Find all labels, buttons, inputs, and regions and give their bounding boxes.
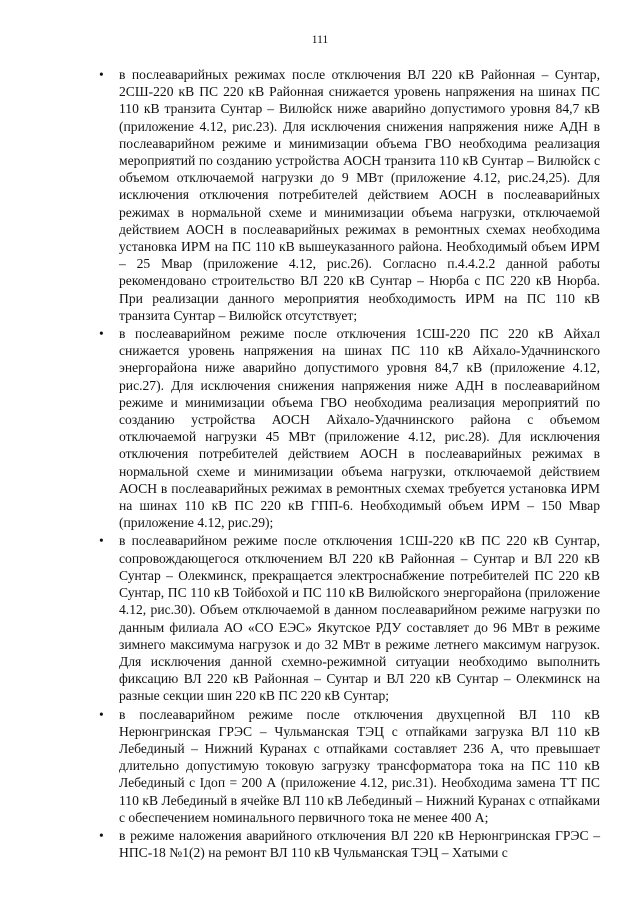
list-item bbox=[0, 827, 640, 861]
bullet-icon: • bbox=[99, 67, 104, 82]
page-number: 111 bbox=[311, 34, 329, 46]
list-item bbox=[0, 706, 640, 826]
bullet-icon: • bbox=[99, 827, 104, 843]
requirements-list bbox=[0, 66, 640, 862]
list-item-text: в послеаварийных режимах после отключения ВЛ 220 кВ Районная – Сунтар, 2СШ-220 кВ ПС 220 кВ Районная снижается уровень напряжения на шинах ПС 110 кВ транзита Сунтар – Вилюйск ниже аварийно допустимого уровня 84,7 кВ (приложение 4.12, рис.23). Для исключения снижения напряжения ниже АДН в послеаварийном режиме и минимизации объема ГВО необходима реализация мероприятий по созданию устройства АОСН транзита 110 кВ Сунтар – Вилюйск с объемом отключаемой нагрузки до 9 МВт (приложение 4.12, рис.24,25). Для исключения отключения потребителей действием АОСН в послеаварийных режимах в нормальной схеме и минимизации объема нагрузки, отключаемой действием АОСН в послеаварийных режимах в ремонтных схемах необходима установка ИРМ на ПС 110 кВ вышеуказанного района. Необходимый объем ИРМ – 25 Мвар (приложение 4.12, рис.26). Согласно п.4.4.2.2 данной работы рекомендовано строительство ВЛ 220 кВ Сунтар – Нюрба с ПС 220 кВ Нюрба. При реализации данного мероприятия необходимость ИРМ на ПС 110 кВ транзита Сунтар – Вилюйск отсутствует; bbox=[119, 67, 600, 323]
list-item bbox=[0, 325, 640, 531]
list-item bbox=[0, 66, 640, 324]
list-item-text: в режиме наложения аварийного отключения ВЛ 220 кВ Нерюнгринская ГРЭС – НПС-18 №1(2) на ремонт ВЛ 110 кВ Чульманская ТЭЦ – Хатыми с bbox=[119, 827, 600, 861]
list-item bbox=[0, 532, 640, 704]
bullet-icon: • bbox=[99, 326, 104, 342]
bullet-icon: • bbox=[99, 533, 104, 549]
list-item-text: в послеаварийном режиме после отключения 1СШ-220 кВ ПС 220 кВ Сунтар, сопровождающегося отключением ВЛ 220 кВ Районная – Сунтар и ВЛ 220 кВ Сунтар – Олекминск, прекращается электроснабжение потребителей ПС 220 кВ Сунтар, ПС 110 кВ Тойбохой и ПС 110 кВ Вилюйского энергорайона (приложение 4.12, рис.30). Объем отключаемой в данном послеаварийном режиме нагрузки по данным филиала АО «СО ЕЭС» Якутское РДУ составляет до 96 МВт в режиме зимнего максимума нагрузок и до 32 МВт в режиме летнего максимум нагрузок. Для исключения данной схемно-режимной ситуации необходимо выполнить фиксацию ВЛ 220 кВ Районная – Сунтар и ВЛ 220 кВ Сунтар – Олекминск на разные секции шин 220 кВ ПС 220 кВ Сунтар; bbox=[119, 533, 600, 704]
bullet-icon: • bbox=[99, 706, 104, 722]
list-item-text: в послеаварийном режиме после отключения двухцепной ВЛ 110 кВ Нерюнгринская ГРЭС – Чульманская ТЭЦ с отпайками загрузка ВЛ 110 кВ Лебединый – Нижний Куранах с отпайками составляет 236 А, что превышает длительно допустимую токовую загрузку трансформатора тока на ПС 110 кВ Лебединый с Iдоп = 200 А (приложение 4.12, рис.31). Необходима замена ТТ ПС 110 кВ Лебединый в ячейке ВЛ 110 кВ Лебединый – Нижний Куранах с отпайками с обеспечением номинального первичного тока не менее 400 А; bbox=[119, 706, 600, 825]
list-item-text: в послеаварийном режиме после отключения 1СШ-220 ПС 220 кВ Айхал снижается уровень напряжения на шинах ПС 110 кВ Айхало-Удачнинского энергорайона ниже аварийно допустимого уровня 84,7 кВ (приложение 4.12, рис.27). Для исключения снижения напряжения ниже АДН в послеаварийном режиме и минимизации объема ГВО необходима реализация мероприятий по созданию устройства АОСН Айхало-Удачнинского района с объемом отключаемой нагрузки 45 МВт (приложение 4.12, рис.28). Для исключения отключения потребителей действием АОСН в послеаварийных режимах в нормальной схеме и минимизации объема нагрузки, отключаемой действием АОСН в послеаварийных режимах в ремонтных схемах требуется установка ИРМ на шинах 110 кВ ПС 220 кВ ГПП-6. Необходимый объем ИРМ – 150 Мвар (приложение 4.12, рис.29); bbox=[119, 326, 600, 531]
